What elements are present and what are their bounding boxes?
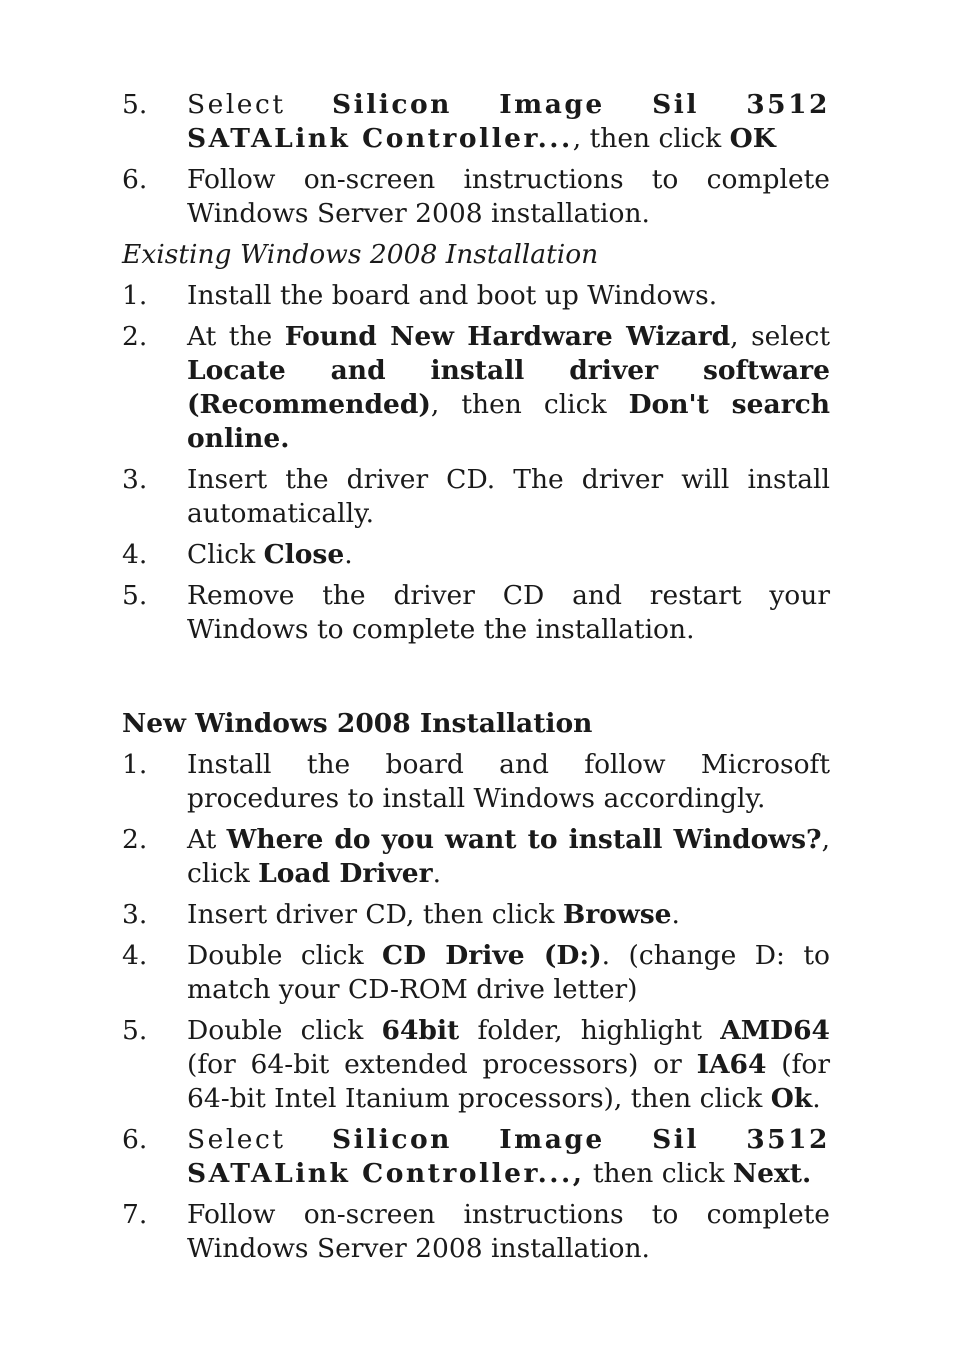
item-number: 3. <box>122 899 148 930</box>
item-text: Install the board and follow Microsoft procedures to install Windows accordingly. <box>187 749 830 814</box>
list-item <box>122 1014 830 1116</box>
item-text: (for 64-bit extended processors) or <box>187 1049 697 1080</box>
item-bold-text: Ok <box>770 1083 813 1114</box>
item-number: 2. <box>122 321 148 352</box>
item-number: 5. <box>122 89 148 120</box>
item-number: 6. <box>122 1124 148 1155</box>
item-text: At <box>187 824 227 855</box>
section-spacer <box>122 654 830 704</box>
section-heading-existing: Existing Windows 2008 Installation <box>122 239 599 270</box>
list-item <box>122 463 830 531</box>
item-text: Insert driver CD, then click <box>187 899 563 930</box>
item-text: , select <box>730 321 830 352</box>
item-text: Insert the driver CD. The driver will install automatically. <box>187 464 830 529</box>
item-number: 5. <box>122 580 148 611</box>
item-bold-text: OK <box>729 123 776 154</box>
list-item <box>122 320 830 456</box>
item-bold-text: Close <box>263 539 345 570</box>
item-text: At the <box>187 321 285 352</box>
item-bold-text: AMD64 <box>720 1015 830 1046</box>
section-heading-new: New Windows 2008 Installation <box>122 708 593 739</box>
item-bold-text: Don't search online. <box>187 389 830 454</box>
item-text: , click <box>187 824 830 889</box>
item-number: 2. <box>122 824 148 855</box>
item-bold-text: Where do you want to install Windows? <box>226 824 822 855</box>
item-text: , then click <box>572 123 730 154</box>
item-number: 3. <box>122 464 148 495</box>
item-bold-text: Locate and install driver software (Recommended) <box>187 355 830 420</box>
item-bold-text: Next. <box>732 1158 812 1189</box>
item-text: . <box>344 539 353 570</box>
item-text: . (change D: to match your CD-ROM drive letter) <box>187 940 830 1005</box>
list-item <box>122 279 830 313</box>
item-text: folder, highlight <box>459 1015 721 1046</box>
item-text: Click <box>187 539 264 570</box>
item-bold-text: Silicon Image Sil 3512 SATALink Controller..., <box>187 1124 830 1189</box>
item-bold-text: 64bit <box>381 1015 460 1046</box>
item-text: Double click <box>187 1015 382 1046</box>
item-bold-text: IA64 <box>696 1049 767 1080</box>
item-number: 6. <box>122 164 148 195</box>
item-text: Double click <box>187 940 382 971</box>
item-bold-text: Browse <box>562 899 672 930</box>
item-text: . <box>671 899 680 930</box>
list-item <box>122 939 830 1007</box>
item-text: Select <box>187 89 333 120</box>
item-number: 4. <box>122 940 148 971</box>
list-item <box>122 163 830 231</box>
item-text: Install the board and boot up Windows. <box>187 280 718 311</box>
manual-page <box>122 88 830 1273</box>
item-text: Select <box>187 1124 333 1155</box>
list-item <box>122 748 830 816</box>
item-bold-text: Silicon Image Sil 3512 SATALink Controller... <box>187 89 830 154</box>
list-item <box>122 823 830 891</box>
item-bold-text: Found New Hardware Wizard <box>284 321 731 352</box>
item-text: (for 64-bit Intel Itanium processors), then click <box>187 1049 830 1114</box>
item-number: 7. <box>122 1199 148 1230</box>
item-text: Follow on-screen instructions to complete Windows Server 2008 installation. <box>187 164 830 229</box>
list-item <box>122 1198 830 1266</box>
list-item <box>122 1123 830 1191</box>
item-bold-text: Load Driver <box>258 858 433 889</box>
item-text: then click <box>584 1158 733 1189</box>
list-item <box>122 88 830 156</box>
item-text: , then click <box>430 389 629 420</box>
list-item <box>122 538 830 572</box>
list-item <box>122 579 830 647</box>
item-number: 4. <box>122 539 148 570</box>
item-bold-text: CD Drive (D:) <box>381 940 602 971</box>
item-text: . <box>812 1083 821 1114</box>
list-item <box>122 898 830 932</box>
item-text: Remove the driver CD and restart your Windows to complete the installation. <box>187 580 830 645</box>
item-number: 1. <box>122 280 148 311</box>
item-text: . <box>432 858 442 889</box>
item-number: 1. <box>122 749 148 780</box>
item-text: Follow on-screen instructions to complete Windows Server 2008 installation. <box>187 1199 830 1264</box>
item-number: 5. <box>122 1015 148 1046</box>
